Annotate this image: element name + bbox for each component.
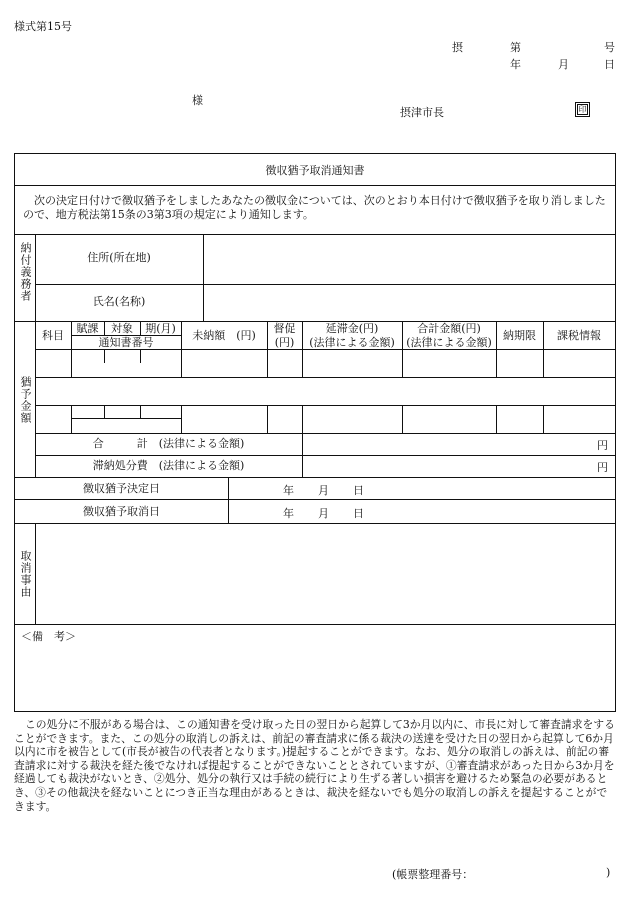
taxpayer-section-label: 納付義務者 (19, 242, 32, 302)
cancel-day: 日 (353, 507, 364, 520)
name-label: 氏名(名称) (92, 295, 146, 308)
decision-date-label: 徴収猶予決定日 (83, 482, 160, 495)
addressee-suffix: 様 (192, 94, 203, 107)
decision-month: 月 (318, 484, 329, 497)
form-ref-close: ) (606, 866, 611, 879)
date-month: 月 (558, 58, 569, 71)
col-due-date: 納期限 (503, 329, 536, 342)
reason-label: 取消事由 (19, 550, 32, 598)
col-tax-info: 課税情報 (557, 329, 601, 342)
cancel-year: 年 (283, 507, 294, 520)
notice-title: 徴収猶予取消通知書 (265, 164, 365, 177)
reference-go: 号 (604, 41, 615, 54)
cancel-month: 月 (318, 507, 329, 520)
delinquency-label: 滞納処分費 (法律による金額) (92, 459, 245, 472)
decision-year: 年 (283, 484, 294, 497)
sum-label: 合 計 (法律による金額) (92, 437, 245, 450)
col-unpaid: 未納額 (円) (192, 329, 256, 342)
issuer-name: 摂津市長 (400, 106, 444, 119)
reference-sho: 摂 (452, 41, 463, 54)
date-year: 年 (510, 58, 521, 71)
notice-frame (14, 153, 616, 712)
seal-mark (575, 102, 590, 117)
reference-dai: 第 (510, 41, 521, 54)
col-ki: 期(月) (145, 322, 176, 335)
notice-intro: 次の決定日付けで徴収猶予をしましたあなたの徴収金については、次のとおり本日付けで徴収猶予を取り消しましたので、地方税法第15条の3第3項の規定により通知します。 (23, 194, 606, 221)
decision-day: 日 (353, 484, 364, 497)
sum-unit: 円 (597, 439, 608, 452)
col-fuka: 賦課 (76, 322, 99, 335)
col-tokusoku-unit: (円) (274, 336, 295, 349)
address-label: 住所(所在地) (87, 251, 151, 264)
col-item: 科目 (42, 329, 64, 342)
remarks-label: ＜備 考＞ (21, 630, 76, 643)
col-notice-number: 通知書番号 (98, 336, 154, 349)
date-day: 日 (604, 58, 615, 71)
delinquency-unit: 円 (597, 461, 608, 474)
col-late-fee: 延滞金(円) (325, 322, 379, 335)
cancel-date-label: 徴収猶予取消日 (83, 505, 160, 518)
col-total: 合計金額(円) (417, 322, 481, 335)
col-late-fee-sub: (法律による金額) (309, 336, 395, 349)
seal-text: 印 (578, 105, 587, 114)
col-taisho: 対象 (111, 322, 133, 335)
appeal-instruction: この処分に不服がある場合は、この通知書を受け取った日の翌日から起算して3か月以内に、市長に対して審査請求をすることができます。また、この処分の取消しの訴えは、前記の審査請求に係る裁決の送達を受けた日の翌日から起算して6か月以内に市を被告として(市長が被告の代表者となります。)提起することができます。なお、処分の取消しの訴えは、前記の審査請求に対する裁決を経た後でなければ提起することができないこととされていますが、①審査請求があった日から3か月を経過しても裁決がないとき、②処分、処分の執行又は手続の続行により生ずる著しい損害を避けるため緊急の必要があるとき、③その他裁決を経ないことにつき正当な理由があるときは、裁決を経ないでも処分の取消しの訴えを提起することができます。 (14, 718, 615, 813)
form-number: 様式第15号 (14, 20, 72, 33)
col-total-sub: (法律による金額) (406, 336, 492, 349)
col-tokusoku: 督促 (273, 322, 296, 335)
form-ref-label: (帳票整理番号： (392, 868, 474, 881)
grace-section-label: 猶予金額 (19, 376, 32, 424)
